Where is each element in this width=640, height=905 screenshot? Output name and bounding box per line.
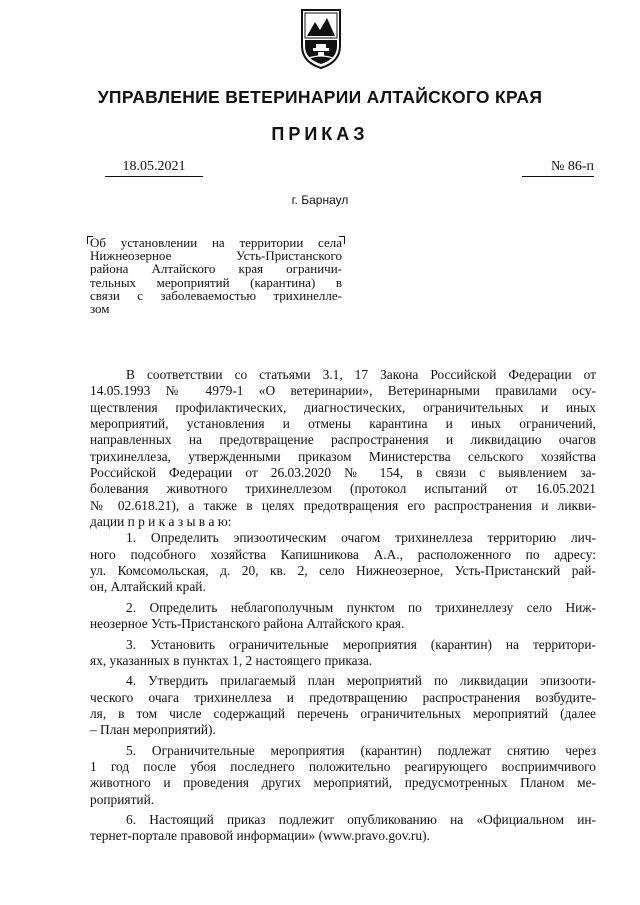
item-1-line: ного подсобного хозяйства Капишникова А.А., расположенного по адресу: <box>90 546 596 562</box>
item-2-line: неозерное Усть-Пристанского района Алтайского края. <box>90 616 405 632</box>
item-5-line: животного и проведения других мероприятий, предусмотренных Планом ме- <box>90 775 596 791</box>
body-line: 14.05.1993 № 4979-1 «О ветеринарии», Ветеринарными правилами осу- <box>90 383 596 399</box>
organization-title: УПРАВЛЕНИЕ ВЕТЕРИНАРИИ АЛТАЙСКОГО КРАЯ <box>97 87 543 107</box>
item-4-line: 4. Утвердить прилагаемый план мероприятий по ликвидации эпизооти- <box>126 673 596 689</box>
order-number: № 86-п <box>522 159 594 177</box>
order-body <box>90 367 596 845</box>
body-line: дации п р и к а з ы в а ю: <box>90 514 232 530</box>
item-5-line: роприятий. <box>90 791 155 807</box>
body-line: ществления профилактических, диагностических, ограничительных и иных <box>90 399 596 415</box>
item-6-line: 6. Настоящий приказ подлежит опубликованию на «Официальном ин- <box>126 811 596 827</box>
body-line: направленных на предотвращение распространения и ликвидацию очагов <box>90 432 596 448</box>
item-4-line: ля, в том числе содержащий перечень ограничительных мероприятий (далее <box>90 705 596 721</box>
subject-line: Об установлении на территории села <box>90 235 342 250</box>
document-type: ПРИКАЗ <box>271 124 369 144</box>
item-1-line: ул. Комсомольская, д. 20, кв. 2, село Нижнеозерное, Усть-Пристанский рай- <box>90 563 596 579</box>
order-date: 18.05.2021 <box>105 159 203 177</box>
subject-line: зом <box>90 301 110 317</box>
subject-line: Нижнеозерное Усть-Пристанского <box>90 248 342 264</box>
body-line: № 02.618.21), а также в целях предотвращения его распространения и ликви- <box>90 497 596 513</box>
body-line: мероприятий, установления и отмены карантина и иных ограничений, <box>90 416 596 432</box>
item-5-line: 5. Ограничительные мероприятия (карантин) подлежат снятию через <box>126 742 596 758</box>
item-1-line: 1. Определить эпизоотическим очагом трихинеллеза территорию лич- <box>126 530 596 546</box>
coat-of-arms-icon <box>298 8 344 70</box>
item-3-line: ях, указанных в пунктах 1, 2 настоящего приказа. <box>90 652 373 668</box>
subject-line: района Алтайского края ограничи- <box>90 261 342 277</box>
body-line: Российской Федерации от 26.03.2020 № 154, в связи с выявлением за- <box>90 465 596 481</box>
item-2-line: 2. Определить неблагополучным пунктом по трихинеллезу село Ниж- <box>126 599 596 615</box>
body-line: болевания животного трихинеллезом (протокол испытаний от 16.05.2021 <box>90 481 596 497</box>
order-subject <box>90 236 342 315</box>
item-4-line: ческого очага трихинеллеза и предотвращению распространения возбудите- <box>90 689 596 705</box>
body-line: В соответствии со статьями 3.1, 17 Закона Российской Федерации от <box>126 367 596 382</box>
subject-line: связи с заболеваемостью трихинелле- <box>90 287 342 303</box>
item-5-line: 1 год после убоя последнего положительно реагирующего восприимчивого <box>90 758 596 774</box>
item-6-line: тернет-портале правовой информации» (www.pravo.gov.ru). <box>90 828 430 844</box>
body-line: трихинеллеза, утвержденными приказом Министерства сельского хозяйства <box>90 448 596 464</box>
city: г. Барнаул <box>291 193 349 207</box>
item-4-line: – План мероприятий). <box>90 722 216 738</box>
item-3-line: 3. Установить ограничительные мероприятия (карантин) на территори- <box>126 636 596 652</box>
subject-line: тельных мероприятий (карантина) в <box>90 274 342 290</box>
item-1-line: он, Алтайский край. <box>90 579 206 595</box>
